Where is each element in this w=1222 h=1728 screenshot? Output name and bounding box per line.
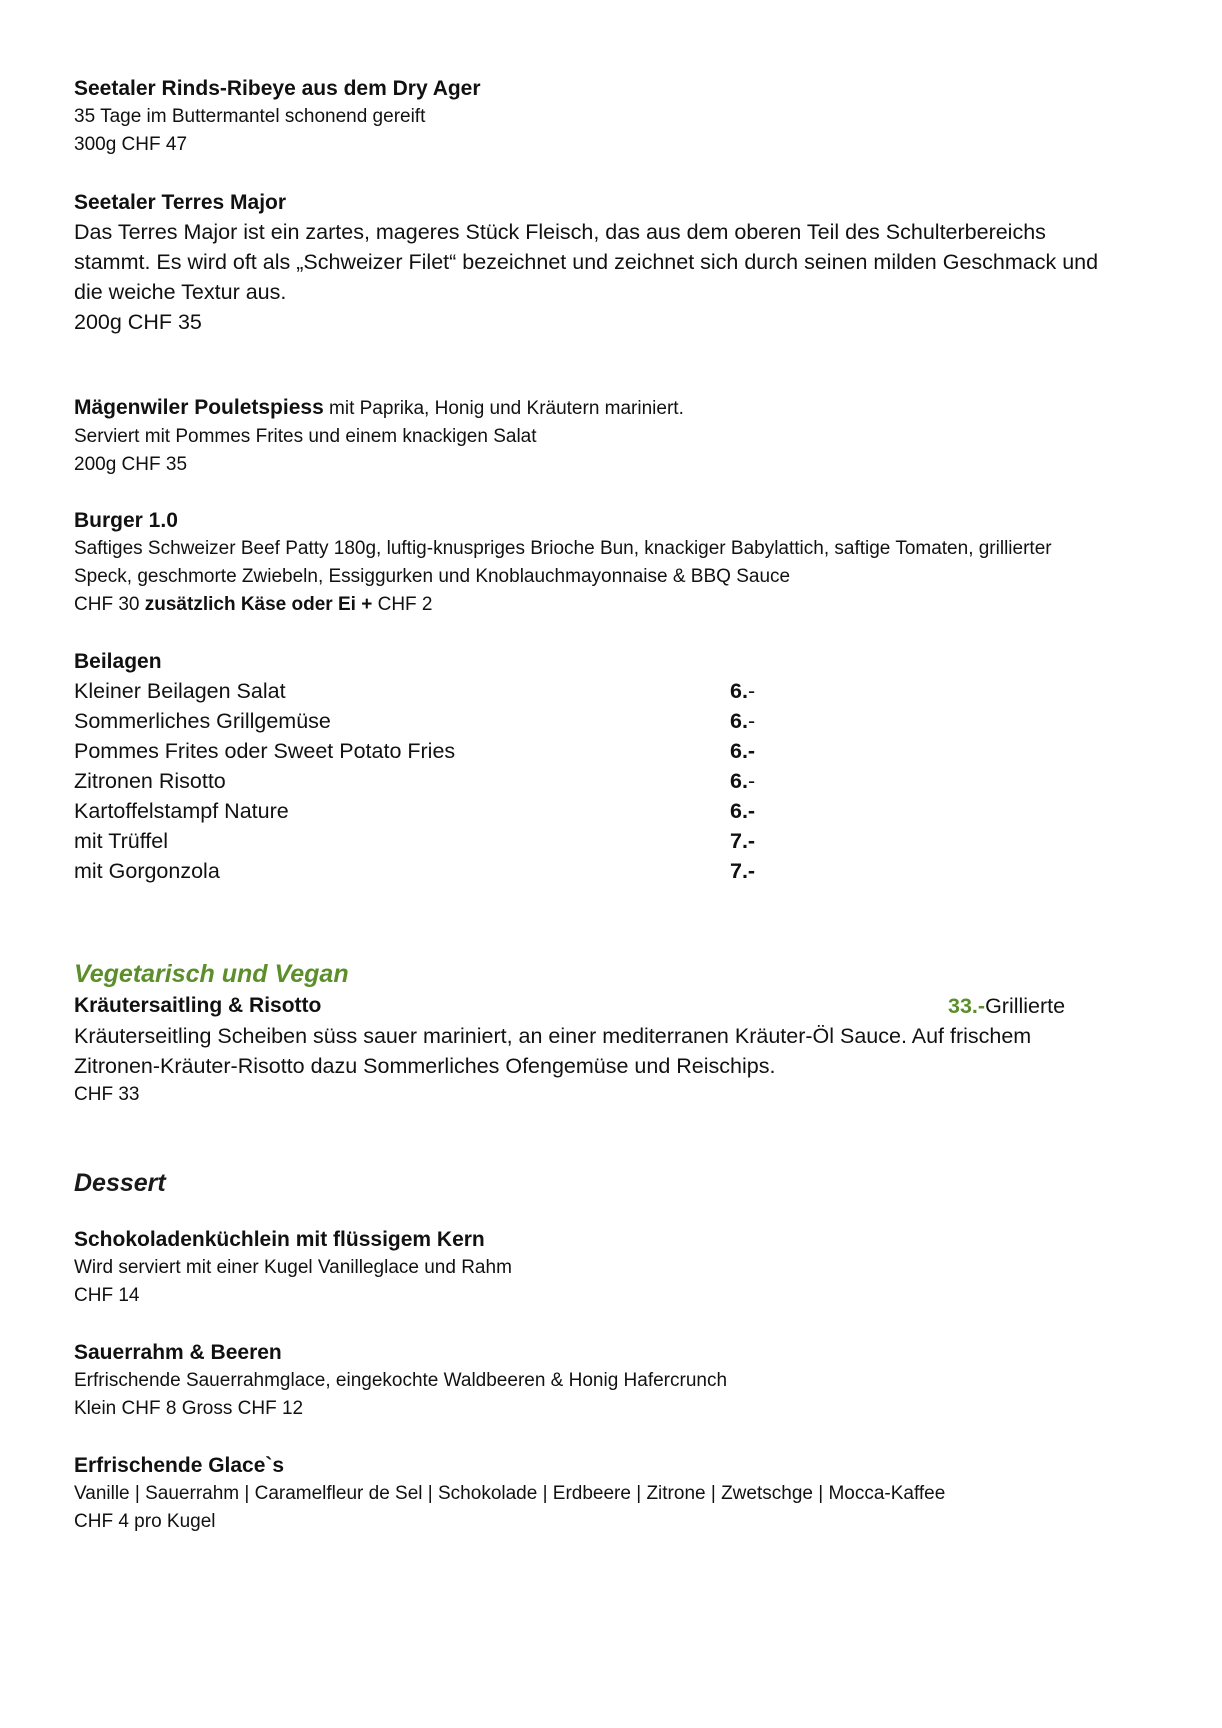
vegi-section <box>74 957 1164 1109</box>
item-description: Serviert mit Pommes Frites und einem knackigen Salat <box>74 426 537 447</box>
item-description: Wird serviert mit einer Kugel Vanilleglace und Rahm <box>74 1257 512 1278</box>
item-title-suffix: mit Paprika, Honig und Kräutern mariniert. <box>323 398 684 419</box>
beilagen-section <box>74 648 1164 886</box>
item-title: Seetaler Terres Major <box>74 191 287 214</box>
side-row <box>74 766 1164 796</box>
item-description: 35 Tage im Buttermantel schonend gereift <box>74 106 426 127</box>
menu-item-terres-major <box>74 189 1164 337</box>
side-row <box>74 796 1164 826</box>
side-row <box>74 856 1164 886</box>
side-row <box>74 826 1164 856</box>
item-description-line: Saftiges Schweizer Beef Patty 180g, luftig-knuspriges Brioche Bun, knackiger Babylattich, saftige Tomaten, grillierter <box>74 538 1052 559</box>
item-title: Schokoladenküchlein mit flüssigem Kern <box>74 1228 485 1251</box>
item-price: CHF 4 pro Kugel <box>74 1511 216 1532</box>
side-name: mit Gorgonzola <box>74 859 220 883</box>
dessert-section <box>74 1166 1164 1200</box>
side-price: 7.- <box>730 859 756 883</box>
item-title: Mägenwiler Pouletspiess <box>74 396 324 419</box>
item-price: CHF 30 <box>74 594 145 615</box>
item-description: Erfrischende Sauerrahmglace, eingekochte Waldbeeren & Honig Hafercrunch <box>74 1370 728 1391</box>
section-title: Dessert <box>74 1169 166 1197</box>
item-price-tag <box>948 991 1065 1021</box>
item-title: Erfrischende Glace`s <box>74 1454 285 1477</box>
item-description-line: Das Terres Major ist ein zartes, mageres Stück Fleisch, das aus dem oberen Teil des Schulterbereichs <box>74 220 1046 244</box>
side-price: 6.- <box>730 799 756 823</box>
menu-item-ribeye <box>74 75 1164 159</box>
side-name: mit Trüffel <box>74 829 168 853</box>
item-description-line: Kräuterseitling Scheiben süss sauer mariniert, an einer mediterranen Kräuter-Öl Sauce. Auf frischem <box>74 1024 1032 1048</box>
side-name: Kleiner Beilagen Salat <box>74 679 286 703</box>
section-title: Beilagen <box>74 650 162 673</box>
item-price: CHF 33 <box>74 1084 140 1105</box>
item-price: CHF 14 <box>74 1285 140 1306</box>
extra-price: CHF 2 <box>372 594 433 615</box>
vegi-title-row <box>74 991 1164 1021</box>
menu-item-burger <box>74 507 1164 619</box>
dessert-item <box>74 1452 1164 1536</box>
side-price: 6.- <box>730 679 756 703</box>
side-name: Kartoffelstampf Nature <box>74 799 289 823</box>
item-title-line <box>74 394 1164 423</box>
item-price: 200g CHF 35 <box>74 454 188 475</box>
item-description-line: die weiche Textur aus. <box>74 280 287 304</box>
side-price: 6.- <box>730 739 756 763</box>
price-suffix: Grillierte <box>985 994 1066 1018</box>
item-title: Kräutersaitling & Risotto <box>74 994 322 1017</box>
side-price: 7.- <box>730 829 756 853</box>
item-title: Sauerrahm & Beeren <box>74 1341 282 1364</box>
side-name: Zitronen Risotto <box>74 769 226 793</box>
item-title: Seetaler Rinds-Ribeye aus dem Dry Ager <box>74 77 481 100</box>
side-row <box>74 676 1164 706</box>
item-price: Klein CHF 8 Gross CHF 12 <box>74 1398 304 1419</box>
side-row <box>74 736 1164 766</box>
menu-item-pouletspiess <box>74 394 1164 479</box>
item-price: 300g CHF 47 <box>74 134 188 155</box>
dessert-item <box>74 1226 1164 1310</box>
side-price: 6.- <box>730 769 756 793</box>
item-description-line: stammt. Es wird oft als „Schweizer Filet“ bezeichnet und zeichnet sich durch seinen milden Geschmack und <box>74 250 1099 274</box>
item-price-line <box>74 591 1164 619</box>
dessert-item <box>74 1339 1164 1423</box>
side-name: Sommerliches Grillgemüse <box>74 709 331 733</box>
extra-option: zusätzlich Käse oder Ei + <box>144 594 373 615</box>
item-description-line: Speck, geschmorte Zwiebeln, Essiggurken und Knoblauchmayonnaise & BBQ Sauce <box>74 566 791 587</box>
item-description-line: Zitronen-Kräuter-Risotto dazu Sommerliches Ofengemüse und Reischips. <box>74 1054 776 1078</box>
item-price: 200g CHF 35 <box>74 310 202 334</box>
section-title: Vegetarisch und Vegan <box>74 960 349 988</box>
side-row <box>74 706 1164 736</box>
green-price: 33.- <box>948 994 986 1018</box>
side-name: Pommes Frites oder Sweet Potato Fries <box>74 739 456 763</box>
item-description: Vanille | Sauerrahm | Caramelfleur de Sel | Schokolade | Erdbeere | Zitrone | Zwetschge | Mocca-Kaffee <box>74 1483 946 1504</box>
item-title: Burger 1.0 <box>74 509 178 532</box>
side-price: 6.- <box>730 709 756 733</box>
